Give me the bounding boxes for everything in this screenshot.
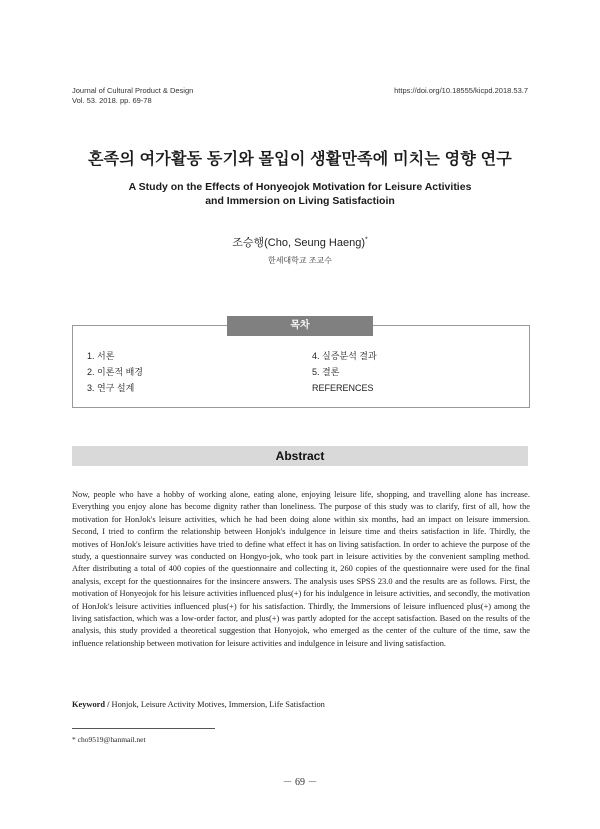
title-en-line1: A Study on the Effects of Honyeojok Motivation for Leisure Activities [128, 181, 472, 193]
toc-left-column [87, 348, 143, 396]
author-name [0, 234, 600, 250]
footnote-email[interactable]: cho9519@hanmail.net [77, 735, 146, 744]
keyword-label: Keyword / [72, 700, 110, 709]
abstract-body: Now, people who have a hobby of working alone, eating alone, enjoying leisure life, shopping, and travelling alone has increase. Everything you enjoy alone has become dignity rather than loneliness. The purpose of this study was to clarify, first of all, how the motivation for HonJok's leisure activities, which he had been doing alone within six months, had an impact on leisure immersion. Second, I tried to confirm the relationship between Honjok's indulgence in leisure time and theirs satisfaction in life. Thirdly, the motives of HonJok's leisure activities have tried to define what effect it has on living satisfaction. In order to achieve the purpose of the study, a questionnaire survey was conducted on Hongyo-jok, who took part in leisure activities by the convenient sampling method. After distributing a total of 400 copies of the questionnaire and collecting it, 260 copies of the questionnaire were used for the final analysis, except for the questionnaires for the insincere answers. The analysis uses SPSS 23.0 and the results are as follows. First, the motivation of Honyeojok for his leisure activities influenced plus(+) for his indulgence in leisure activities, and secondly, the motivation of HonJok's leisure activities influenced plus(+) for his satisfaction. Thirdly, the Immersions of leisure influenced plus(+) among the living satisfaction, which was a low-order factor, and plus(+) was partly adopted for the accept satisfaction. Based on the results of the analysis, this study provided a theoretical suggestion that Honyojok, who emerged as the center of the culture of the time, saw the influence relationship between motivation for leisure activities and indulgence in leisure and living satisfaction. [72, 490, 530, 648]
footnote-mark: * [72, 735, 76, 744]
paper-title-english [0, 180, 600, 208]
doi-link[interactable]: https://doi.org/10.18555/kicpd.2018.53.7 [394, 86, 528, 95]
keywords [72, 700, 530, 709]
page-number: － 69 － [282, 777, 318, 788]
author-affiliation: 한세대학교 조교수 [267, 256, 333, 265]
author-text: 조승행(Cho, Seung Haeng) [232, 237, 366, 249]
toc-item[interactable]: 2. 이론적 배경 [87, 367, 143, 377]
footnote-divider [72, 728, 215, 729]
toc-item[interactable]: 5. 결론 [312, 367, 340, 377]
paper-title-korean: 혼족의 여가활동 동기와 몰입이 생활만족에 미치는 영향 연구 [88, 151, 512, 168]
author-footnote-mark: * [365, 236, 368, 244]
toc-item[interactable]: 1. 서론 [87, 351, 115, 361]
abstract-heading: Abstract [72, 446, 528, 466]
journal-volume: Vol. 53. 2018. pp. 69-78 [72, 96, 152, 105]
journal-name: Journal of Cultural Product & Design [72, 86, 194, 95]
toc-item[interactable]: 4. 실증분석 결과 [312, 351, 377, 361]
footnote [72, 735, 146, 744]
toc-right-column [312, 348, 377, 396]
title-en-line2: and Immersion on Living Satisfactioin [205, 195, 395, 207]
toc-heading: 목차 [227, 316, 373, 336]
toc-item[interactable]: 3. 연구 설계 [87, 383, 135, 393]
keyword-list: Honjok, Leisure Activity Motives, Immersion, Life Satisfaction [111, 700, 325, 709]
toc-item[interactable]: REFERENCES [312, 383, 374, 393]
